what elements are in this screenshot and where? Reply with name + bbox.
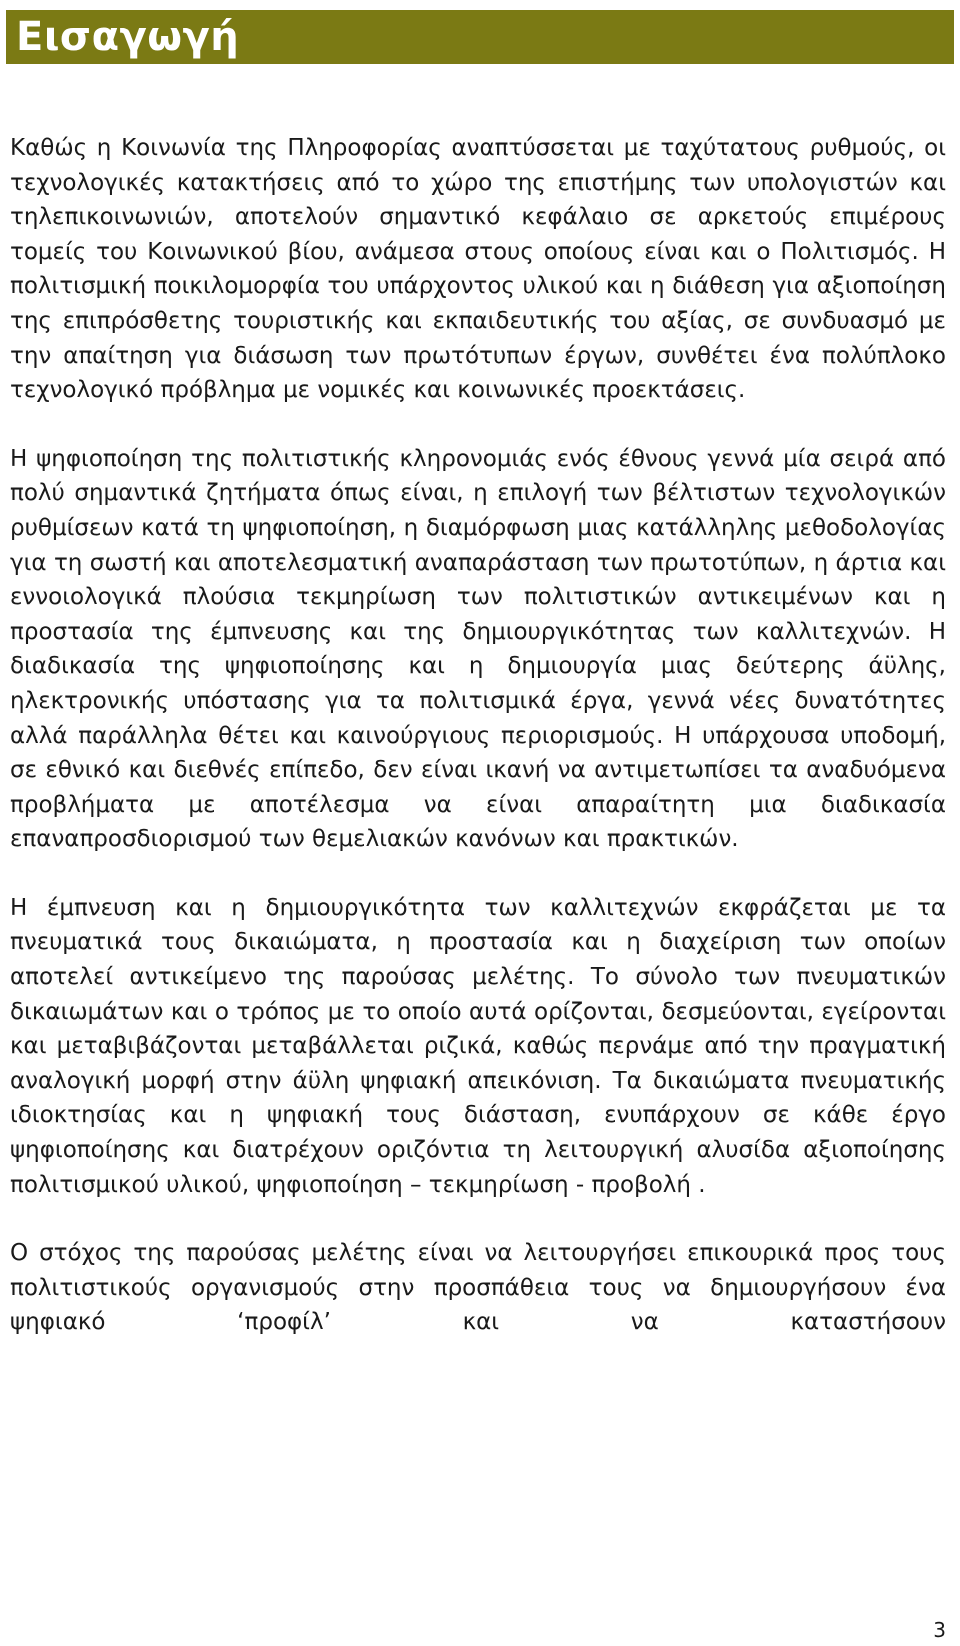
paragraph-3: Η έμπνευση και η δημιουργικότητα των καλλιτεχνών εκφράζεται με τα πνευματικά τους δικαιώματα, η προστασία και η διαχείριση των οποίων αποτελεί αντικείμενο της παρούσας μελέτης. Το σύνολο των πνευματικών δικαιωμάτων και ο τρόπος με το οποίο αυτά ορίζονται, δεσμεύονται, εγείρονται και μεταβιβάζονται μεταβάλλεται ριζικά, καθώς περνάμε από την πραγματική αναλογική μορφή στην άϋλη ψηφιακή απεικόνιση. Τα δικαιώματα πνευματικής ιδιοκτησίας και η ψηφιακή τους διάσταση, ενυπάρχουν σε κάθε έργο ψηφιοποίησης και διατρέχουν οριζόντια τη λειτουργική αλυσίδα αξιοποίησης πολιτισμικού υλικού, ψηφιοποίηση – τεκμηρίωση - προβολή . xyxy=(10,894,946,1198)
paragraph-1: Καθώς η Κοινωνία της Πληροφορίας αναπτύσσεται με ταχύτατους ρυθμούς, οι τεχνολογικές κατακτήσεις από το χώρο της επιστήμης των υπολογιστών και τηλεπικοινωνιών, αποτελούν σημαντικό κεφάλαιο σε αρκετούς επιμέρους τομείς του Κοινωνικού βίου, ανάμεσα στους οποίους είναι και ο Πολιτισμός. Η πολιτισμική ποικιλομορφία του υπάρχοντος υλικού και η διάθεση για αξιοποίηση της επιπρόσθετης τουριστικής και εκπαιδευτικής του αξίας, σε συνδυασμό με την απαίτηση για διάσωση των πρωτότυπων έργων, συνθέτει ένα πολύπλοκο τεχνολογικό πρόβλημα με νομικές και κοινωνικές προεκτάσεις. xyxy=(10,135,946,404)
paragraph-4: Ο στόχος της παρούσας μελέτης είναι να λειτουργήσει επικουρικά προς τους πολιτιστικούς οργανισμούς στην προσπάθεια τους να δημιουργήσουν ένα ψηφιακό ‘προφίλ’ και να καταστήσουν xyxy=(10,1240,946,1336)
section-heading-bar xyxy=(6,10,954,64)
page-number: 3 xyxy=(933,1618,946,1642)
document-body xyxy=(10,131,946,1340)
paragraph-2: Η ψηφιοποίηση της πολιτιστικής κληρονομιάς ενός έθνους γεννά μία σειρά από πολύ σημαντικά ζητήματα όπως είναι, η επιλογή των βέλτιστων τεχνολογικών ρυθμίσεων κατά τη ψηφιοποίηση, η διαμόρφωση μιας κατάλληλης μεθοδολογίας για τη σωστή και αποτελεσματική αναπαράσταση των πρωτοτύπων, η άρτια και εννοιολογικά πλούσια τεκμηρίωση των πολιτιστικών αντικειμένων και η προστασία της έμπνευσης και της δημιουργικότητας των καλλιτεχνών. Η διαδικασία της ψηφιοποίησης και η δημιουργία μιας δεύτερης άϋλης, ηλεκτρονικής υπόστασης για τα πολιτισμικά έργα, γεννά νέες δυνατότητες αλλά παράλληλα θέτει και καινούργιους περιορισμούς. Η υπάρχουσα υποδομή, σε εθνικό και διεθνές επίπεδο, δεν είναι ικανή να αντιμετωπίσει τα αναδυόμενα προβλήματα με αποτέλεσμα να είναι απαραίτητη μια διαδικασία επαναπροσδιορισμού των θεμελιακών κανόνων και πρακτικών. xyxy=(10,445,946,853)
section-title: Εισαγωγή xyxy=(16,14,240,60)
